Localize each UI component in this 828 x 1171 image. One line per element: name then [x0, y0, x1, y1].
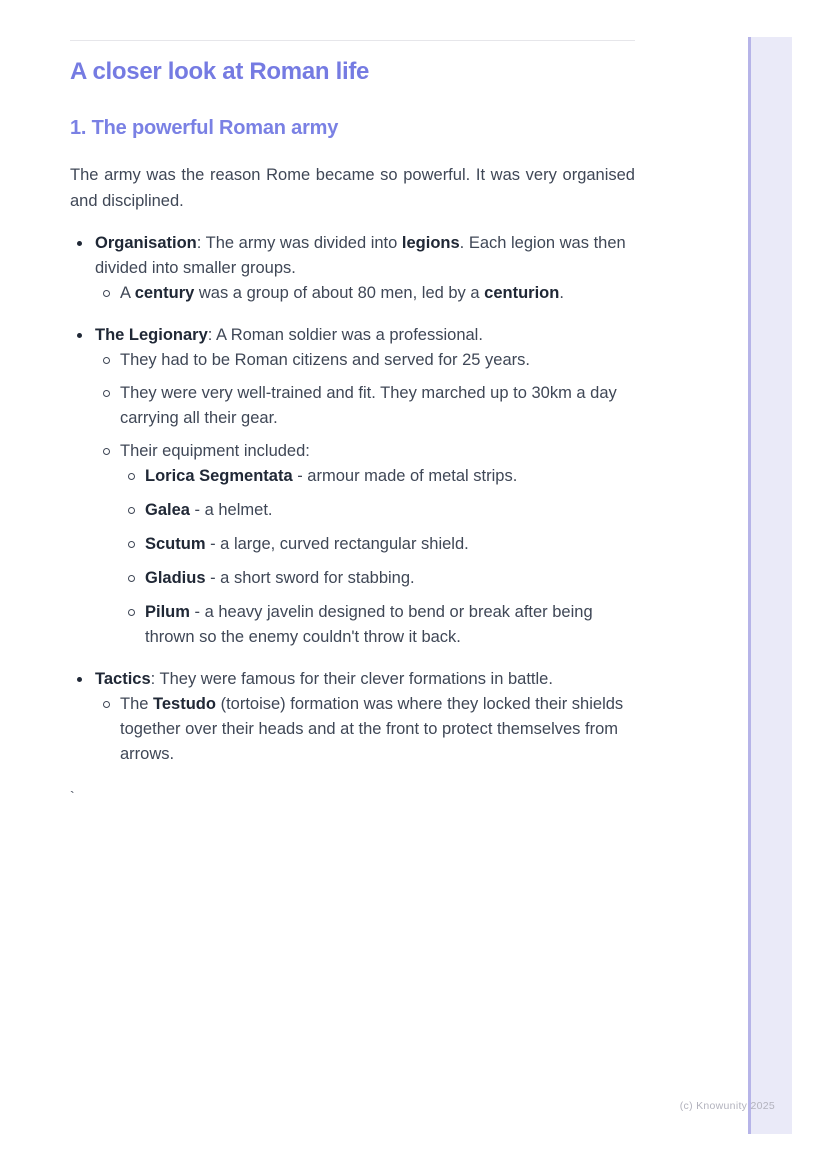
bold-term: legions	[401, 234, 460, 252]
item-text: They were very well-trained and fit. They marched up to 30km a day carrying all their gear.	[120, 384, 617, 427]
item-text: .	[559, 284, 564, 302]
list-item-citizens	[95, 348, 635, 373]
item-text: : The army was divided into	[196, 234, 402, 252]
item-text: (tortoise) formation was where they locked their shields together over their heads and at the front to protect themselves from arrows.	[120, 695, 624, 763]
bold-term: Scutum	[145, 535, 206, 553]
page-title: A closer look at Roman life	[70, 58, 370, 85]
bold-term: Tactics	[95, 670, 151, 688]
list-item-legionary	[70, 323, 635, 348]
bullet-disc-icon	[77, 333, 82, 338]
document-content	[70, 0, 635, 809]
watermark: (c) Knowunity 2025	[679, 1100, 775, 1112]
item-text: - a heavy javelin designed to bend or break after being thrown so the enemy couldn't throw it back.	[145, 603, 593, 646]
bold-term: century	[134, 284, 195, 302]
section-heading: 1. The powerful Roman army	[70, 117, 339, 139]
bold-term: Testudo	[153, 695, 216, 713]
bold-term: Gladius	[145, 569, 206, 587]
bullet-circle-icon	[103, 290, 110, 297]
bullet-circle-icon	[128, 473, 135, 480]
item-text: : They were famous for their clever formations in battle.	[150, 670, 553, 688]
list-item-scutum	[120, 532, 635, 557]
item-text: A	[120, 284, 135, 302]
item-text: : A Roman soldier was a professional.	[207, 326, 483, 344]
bullet-circle-icon	[103, 390, 110, 397]
bold-term: Organisation	[95, 234, 197, 252]
bold-term: Pilum	[145, 603, 190, 621]
bullet-circle-icon	[128, 541, 135, 548]
bold-term: Lorica Segmentata	[145, 467, 293, 485]
bold-term: The Legionary	[95, 326, 208, 344]
list-item-training	[95, 381, 635, 431]
list-item-tactics	[70, 667, 635, 692]
bullet-circle-icon	[128, 507, 135, 514]
bullet-list	[70, 231, 635, 767]
item-text: - armour made of metal strips.	[292, 467, 518, 485]
bullet-circle-icon	[103, 448, 110, 455]
bullet-circle-icon	[103, 357, 110, 364]
item-text: Their equipment included:	[120, 442, 310, 460]
list-item-lorica	[120, 464, 635, 489]
bold-term: centurion	[484, 284, 560, 302]
list-item-galea	[120, 498, 635, 523]
item-text: - a large, curved rectangular shield.	[205, 535, 469, 553]
item-text: They had to be Roman citizens and served for 25 years.	[120, 351, 530, 369]
item-text: - a short sword for stabbing.	[205, 569, 415, 587]
bold-term: Galea	[145, 501, 190, 519]
item-text: was a group of about 80 men, led by a	[194, 284, 485, 302]
intro-paragraph: The army was the reason Rome became so powerful. It was very organised and disciplined.	[70, 166, 635, 210]
accent-strip	[748, 37, 792, 1134]
list-item-organisation	[70, 231, 635, 281]
list-item-century	[95, 281, 635, 306]
bullet-disc-icon	[77, 677, 82, 682]
item-text: - a helmet.	[189, 501, 273, 519]
bullet-circle-icon	[128, 575, 135, 582]
item-text: . Each legion was then divided into smaller groups.	[95, 234, 626, 277]
bullet-disc-icon	[77, 241, 82, 246]
list-item-gladius	[120, 566, 635, 591]
bullet-circle-icon	[103, 701, 110, 708]
list-item-pilum	[120, 600, 635, 650]
list-item-equipment-intro	[95, 439, 635, 464]
bullet-circle-icon	[128, 609, 135, 616]
list-item-testudo	[95, 692, 635, 767]
stray-character: `	[70, 788, 75, 804]
item-text: The	[120, 695, 154, 713]
